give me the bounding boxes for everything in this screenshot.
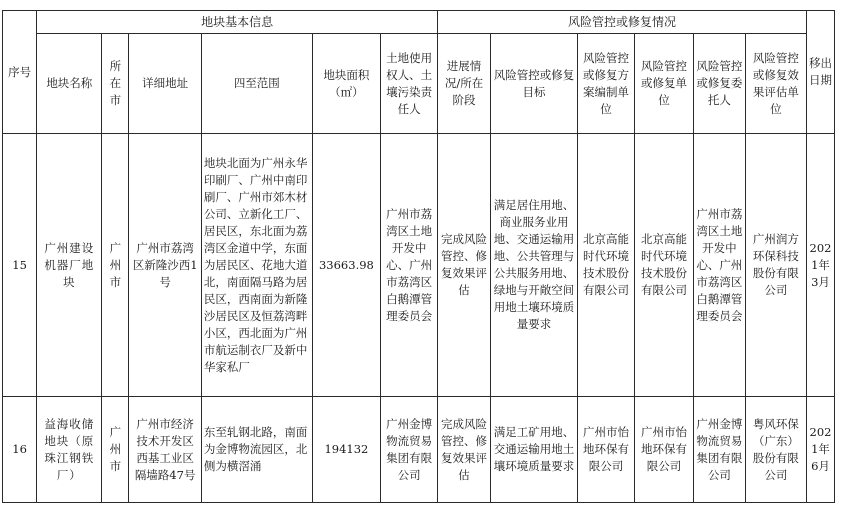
cell-city: 广州市 <box>102 134 129 397</box>
group-header-risk: 风险管控或修复情况 <box>438 11 807 34</box>
cell-progress: 完成风险管控、修复效果评估 <box>438 397 491 503</box>
col-header-owner: 土地使用权人、土壤污染责任人 <box>381 34 438 134</box>
cell-date: 2021年6月 <box>806 397 834 503</box>
cell-target: 满足工矿用地、交通运输用地土壤环境质量要求 <box>490 397 577 503</box>
cell-plan-unit: 北京高能时代环境技术股份有限公司 <box>577 134 634 397</box>
col-header-address: 详细地址 <box>129 34 202 134</box>
cell-address: 广州市经济技术开发区西基工业区隔墙路47号 <box>129 397 202 503</box>
cell-area: 33663.98 <box>312 134 380 397</box>
col-header-no: 序号 <box>3 11 37 134</box>
cell-boundary: 地块北面为广州永华印刷厂、广州中南印刷厂、广州市郊木材公司、立新化工厂、居民区，东北面为荔湾区金道中学，东面为居民区、花地大道北，南面隔马路为居民区，西南面为新隆沙居民区及恒荔湾畔小区，西北面为广州市航运制衣厂及新中华家私厂 <box>201 134 312 397</box>
cell-address: 广州市荔湾区新隆沙西1号 <box>129 134 202 397</box>
cell-no: 16 <box>3 397 37 503</box>
contaminated-land-table <box>2 10 835 503</box>
col-header-boundary: 四至范围 <box>201 34 312 134</box>
cell-no: 15 <box>3 134 37 397</box>
cell-plan-unit: 广州市怡地环保有限公司 <box>577 397 634 503</box>
col-header-plan-unit: 风险管控或修复方案编制单位 <box>577 34 634 134</box>
cell-boundary: 东至轧钢北路，南面为金博物流园区，北侧为横滘涌 <box>201 397 312 503</box>
cell-progress: 完成风险管控、修复效果评估 <box>438 134 491 397</box>
col-header-eval-unit: 风险管控或修复效果评估单位 <box>745 34 806 134</box>
col-header-target: 风险管控或修复目标 <box>490 34 577 134</box>
cell-repair-unit: 北京高能时代环境技术股份有限公司 <box>634 134 693 397</box>
cell-eval-unit: 粤风环保（广东）股份有限公司 <box>745 397 806 503</box>
cell-city: 广州市 <box>102 397 129 503</box>
col-header-date: 移出日期 <box>806 11 834 134</box>
col-header-repair-unit: 风险管控或修复单位 <box>634 34 693 134</box>
cell-name: 益海收储地块（原珠江钢铁厂） <box>37 397 102 503</box>
table-row <box>3 134 835 397</box>
table-row <box>3 397 835 503</box>
cell-owner: 广州市荔湾区土地开发中心、广州市荔湾区白鹅潭管理委员会 <box>381 134 438 397</box>
cell-owner: 广州金博物流贸易集团有限公司 <box>381 397 438 503</box>
cell-repair-unit: 广州市怡地环保有限公司 <box>634 397 693 503</box>
cell-client: 广州市荔湾区土地开发中心、广州市荔湾区白鹅潭管理委员会 <box>693 134 745 397</box>
col-header-area: 地块面积（㎡） <box>312 34 380 134</box>
header-group-row <box>3 11 835 34</box>
col-header-client: 风险管控或修复委托人 <box>693 34 745 134</box>
group-header-land: 地块基本信息 <box>37 11 438 34</box>
col-header-progress: 进展情况/所在阶段 <box>438 34 491 134</box>
cell-date: 2021年3月 <box>806 134 834 397</box>
cell-target: 满足居住用地、商业服务业用地、交通运输用地、公共管理与公共服务用地、绿地与开敞空间用地土壤环境质量要求 <box>490 134 577 397</box>
cell-client: 广州金博物流贸易集团有限公司 <box>693 397 745 503</box>
col-header-name: 地块名称 <box>37 34 102 134</box>
cell-name: 广州建设机器厂地块 <box>37 134 102 397</box>
cell-area: 194132 <box>312 397 380 503</box>
col-header-city: 所在市 <box>102 34 129 134</box>
header-column-row <box>3 34 835 134</box>
cell-eval-unit: 广州润方环保科技股份有限公司 <box>745 134 806 397</box>
